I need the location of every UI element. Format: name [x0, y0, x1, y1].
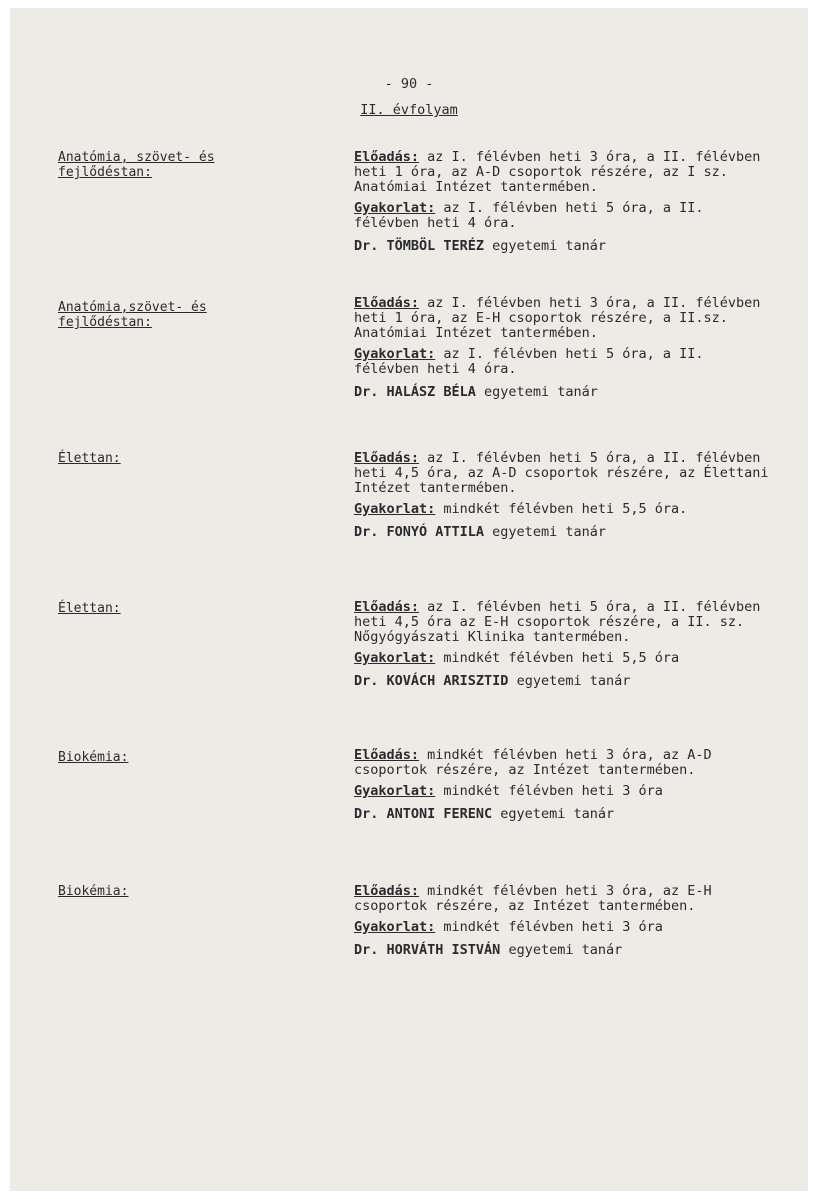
lecturer-name: Dr. FONYÓ ATTILA	[354, 524, 485, 540]
lecture-label: Előadás:	[354, 149, 420, 165]
subject-label-physiology-2: Élettan:	[58, 601, 121, 616]
practice-paragraph	[354, 784, 774, 799]
course-section-anatomy-2	[354, 296, 774, 406]
lecturer-name: Dr. HALÁSZ BÉLA	[354, 384, 476, 400]
practice-text: mindkét félévben heti 3 óra	[435, 783, 663, 799]
practice-text: az I. félévben heti 5 óra, a II. félévben heti 4 óra.	[354, 200, 704, 231]
lecturer-line	[354, 385, 774, 400]
lecture-text: mindkét félévben heti 3 óra, az A-D csoportok részére, az Intézet tantermében.	[354, 747, 712, 778]
lecture-text: az I. félévben heti 3 óra, a II. félévben heti 1 óra, az E-H csoportok részére, a II.sz. Anatómiai Intézet tantermében.	[354, 295, 761, 341]
lecture-label: Előadás:	[354, 599, 420, 615]
practice-paragraph	[354, 347, 774, 377]
practice-text: mindkét félévben heti 5,5 óra	[435, 650, 680, 666]
lecture-paragraph	[354, 748, 774, 778]
practice-text: az I. félévben heti 5 óra, a II. félévben heti 4 óra.	[354, 346, 704, 377]
practice-paragraph	[354, 920, 774, 935]
page-number: - 90 -	[384, 76, 434, 92]
lecture-text: az I. félévben heti 5 óra, a II. félévben heti 4,5 óra, az A-D csoportok részére, az Élettani Intézet tantermében.	[354, 450, 769, 496]
practice-paragraph	[354, 502, 774, 517]
practice-paragraph	[354, 201, 774, 231]
practice-text: mindkét félévben heti 3 óra	[435, 919, 663, 935]
page-subtitle: II. évfolyam	[360, 102, 458, 118]
lecturer-line	[354, 239, 774, 254]
practice-label: Gyakorlat:	[354, 783, 436, 799]
practice-label: Gyakorlat:	[354, 200, 436, 216]
lecture-text: mindkét félévben heti 3 óra, az E-H csoportok részére, az Intézet tantermében.	[354, 883, 712, 914]
lecture-label: Előadás:	[354, 450, 420, 466]
lecture-paragraph	[354, 150, 774, 195]
subject-label-anatomy-2: Anatómia,szövet- és fejlődéstan:	[58, 300, 207, 330]
practice-label: Gyakorlat:	[354, 346, 436, 362]
lecturer-name: Dr. TÖMBÖL TERÉZ	[354, 238, 485, 254]
practice-label: Gyakorlat:	[354, 919, 436, 935]
lecture-paragraph	[354, 600, 774, 645]
course-section-physiology-1	[354, 451, 774, 546]
lecturer-title: egyetemi tanár	[475, 384, 598, 400]
subject-label-biochemistry-2: Biokémia:	[58, 884, 129, 899]
lecturer-title: egyetemi tanár	[492, 806, 615, 822]
course-section-biochemistry-1	[354, 748, 774, 828]
course-section-anatomy-1	[354, 150, 774, 260]
lecturer-title: egyetemi tanár	[508, 673, 631, 689]
lecturer-title: egyetemi tanár	[484, 524, 606, 540]
lecturer-name: Dr. ANTONI FERENC	[354, 806, 493, 822]
subject-label-anatomy-1: Anatómia, szövet- és fejlődéstan:	[58, 150, 215, 180]
lecture-paragraph	[354, 296, 774, 341]
lecturer-name: Dr. KOVÁCH ARISZTID	[354, 673, 509, 689]
lecture-paragraph	[354, 451, 774, 496]
lecture-text: az I. félévben heti 3 óra, a II. félévben heti 1 óra, az A-D csoportok részére, az I sz. Anatómiai Intézet tantermében.	[354, 149, 761, 195]
lecturer-name: Dr. HORVÁTH ISTVÁN	[354, 942, 501, 958]
lecturer-line	[354, 674, 774, 689]
subject-label-physiology-1: Élettan:	[58, 451, 121, 466]
lecture-label: Előadás:	[354, 295, 420, 311]
lecture-label: Előadás:	[354, 883, 420, 899]
lecturer-title: egyetemi tanár	[500, 942, 623, 958]
document-page	[10, 8, 808, 1191]
course-section-physiology-2	[354, 600, 774, 695]
practice-label: Gyakorlat:	[354, 650, 436, 666]
lecturer-line	[354, 807, 774, 822]
practice-label: Gyakorlat:	[354, 501, 436, 517]
practice-text: mindkét félévben heti 5,5 óra.	[435, 501, 688, 517]
practice-paragraph	[354, 651, 774, 666]
lecturer-line	[354, 525, 774, 540]
lecturer-title: egyetemi tanár	[484, 238, 606, 254]
lecturer-line	[354, 943, 774, 958]
lecture-text: az I. félévben heti 5 óra, a II. félévben heti 4,5 óra az E-H csoportok részére, a II. sz. Nőgyógyászati Klinika tantermében.	[354, 599, 761, 645]
subject-label-biochemistry-1: Biokémia:	[58, 750, 129, 765]
course-section-biochemistry-2	[354, 884, 774, 964]
lecture-label: Előadás:	[354, 747, 420, 763]
lecture-paragraph	[354, 884, 774, 914]
